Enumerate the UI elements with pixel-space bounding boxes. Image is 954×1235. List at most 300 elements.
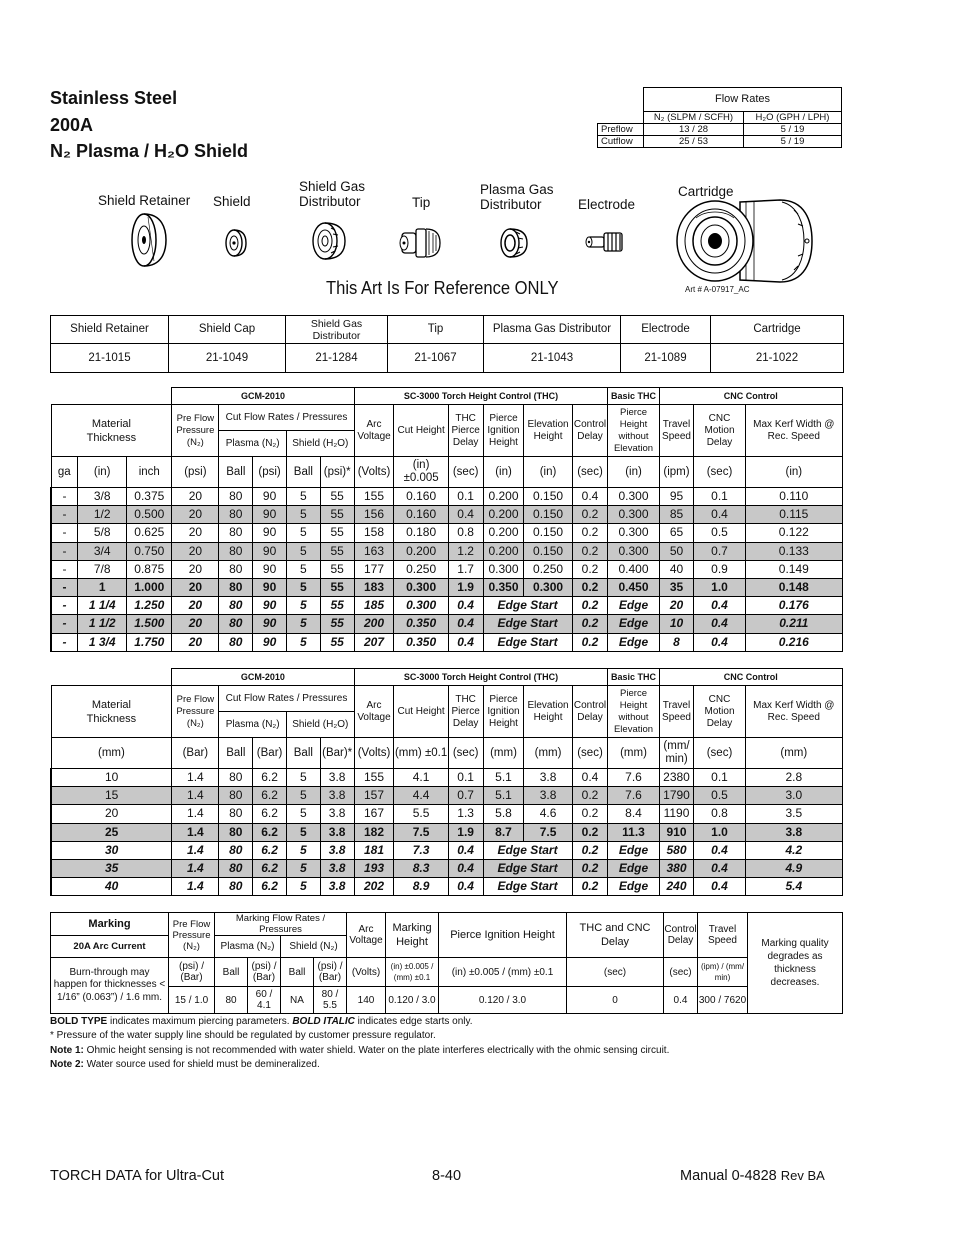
data-cell: 2.8 — [745, 769, 842, 787]
data-cell: 0.2 — [572, 597, 608, 615]
table-row — [51, 506, 843, 524]
data-cell: 0.2 — [572, 560, 608, 578]
data-cell: 0.1 — [694, 488, 745, 506]
data-cell: 3.8 — [320, 769, 354, 787]
data-cell: 0.300 — [608, 506, 659, 524]
data-cell: 0.5 — [694, 524, 745, 542]
data-cell: 5.8 — [483, 805, 524, 823]
material-thickness-header: Material Thickness — [51, 405, 172, 457]
data-cell: 0.1 — [448, 769, 483, 787]
data-cell: 6.2 — [253, 769, 287, 787]
data-cell: 0.4 — [694, 859, 745, 877]
data-cell: 0.250 — [524, 560, 572, 578]
data-cell: 0.350 — [394, 633, 448, 651]
pierce-height-header: Pierce Height without Elevation — [608, 405, 659, 457]
data-cell: 30 — [51, 841, 172, 859]
flow-cell: 13 / 28 — [644, 124, 744, 136]
data-cell: 156 — [354, 506, 394, 524]
note2-text: Water source used for shield must be demineralized. — [83, 1059, 320, 1071]
data-cell: 155 — [354, 769, 394, 787]
table-row — [51, 542, 843, 560]
legend-bold-text: indicates maximum piercing parameters. — [107, 1016, 293, 1027]
data-cell: 1190 — [659, 805, 694, 823]
data-cell: 5 — [286, 878, 320, 896]
data-cell: 1.9 — [448, 823, 483, 841]
data-cell: 155 — [354, 488, 394, 506]
data-cell: 1.4 — [172, 787, 219, 805]
data-cell: 202 — [354, 878, 394, 896]
data-cell: 55 — [320, 615, 354, 633]
thc-pierce-delay-header: THC Pierce Delay — [448, 405, 483, 457]
flow-row-label: Cutflow — [598, 136, 644, 148]
data-cell: 25 — [51, 823, 172, 841]
group-basic-thc: Basic THC — [608, 388, 659, 405]
data-cell: 1.750 — [127, 633, 172, 651]
marking-unit-cell: Ball — [281, 958, 314, 987]
data-cell: - — [51, 506, 78, 524]
cut-height-header: Cut Height — [394, 405, 448, 457]
data-cell: 5 — [286, 805, 320, 823]
unit-cell: (mm) — [524, 738, 572, 769]
marking-value-cell: 140 — [347, 987, 386, 1014]
table-row — [51, 597, 843, 615]
data-cell: 1 1/4 — [78, 597, 127, 615]
data-cell: 7/8 — [78, 560, 127, 578]
data-cell: 0.211 — [745, 615, 842, 633]
marking-unit-cell: (psi) / (Bar) — [169, 958, 215, 987]
arc-voltage-header: Arc Voltage — [354, 686, 394, 738]
marking-value-cell: 80 — [215, 987, 248, 1014]
data-cell: 0.4 — [448, 615, 483, 633]
data-cell: 177 — [354, 560, 394, 578]
data-cell: 0.200 — [483, 524, 524, 542]
edge-start-cell: Edge Start — [483, 859, 572, 877]
plasma-header: Plasma (N₂) — [219, 712, 287, 738]
revision: Rev BA — [780, 1168, 825, 1183]
data-cell: 80 — [219, 560, 253, 578]
preflow-header: Pre Flow Pressure (N₂) — [172, 405, 219, 457]
data-cell: 5.5 — [394, 805, 448, 823]
data-cell: 80 — [219, 597, 253, 615]
data-cell: 90 — [253, 542, 287, 560]
flow-rates-table — [597, 87, 842, 148]
title-gases: N₂ Plasma / H₂O Shield — [50, 141, 249, 161]
data-cell: 3.8 — [524, 769, 572, 787]
part-header: Shield Gas Distributor — [286, 316, 388, 344]
flow-col-n2: N₂ (SLPM / SCFH) — [644, 112, 744, 124]
data-cell: 55 — [320, 633, 354, 651]
edge-start-cell: Edge Start — [483, 633, 572, 651]
data-cell: 80 — [219, 805, 253, 823]
table-row — [51, 841, 843, 859]
data-cell: 1.7 — [448, 560, 483, 578]
marking-value-cell: 15 / 1.0 — [169, 987, 215, 1014]
part-number: 21-1089 — [621, 344, 711, 373]
data-cell: 1/2 — [78, 506, 127, 524]
elevation-height-header: Elevation Height — [524, 686, 572, 738]
part-number: 21-1284 — [286, 344, 388, 373]
data-cell: 4.4 — [394, 787, 448, 805]
group-cnc: CNC Control — [659, 669, 842, 686]
edge-start-cell: Edge Start — [483, 615, 572, 633]
table-row — [51, 769, 843, 787]
data-cell: - — [51, 524, 78, 542]
data-cell: 0.4 — [694, 597, 745, 615]
label-cartridge: Cartridge — [678, 184, 734, 199]
page-number: 8-40 — [432, 1168, 462, 1184]
marking-unit-cell: (in) ±0.005 / (mm) ±0.1 — [439, 958, 567, 987]
data-cell: 90 — [253, 560, 287, 578]
label-tip: Tip — [412, 195, 431, 210]
data-cell: 1.250 — [127, 597, 172, 615]
data-cell: 55 — [320, 560, 354, 578]
data-cell: 157 — [354, 787, 394, 805]
unit-cell: (psi)* — [320, 457, 354, 488]
part-header: Shield Retainer — [51, 316, 169, 344]
data-cell: 4.6 — [524, 805, 572, 823]
unit-cell: (mm) — [608, 738, 659, 769]
unit-cell: (mm) — [745, 738, 842, 769]
data-cell: 80 — [219, 769, 253, 787]
data-cell: 7.5 — [394, 823, 448, 841]
cartridge-image — [670, 196, 815, 286]
marking-value-cell: NA — [281, 987, 314, 1014]
marking-unit-cell: Ball — [215, 958, 248, 987]
max-kerf-header: Max Kerf Width @ Rec. Speed — [745, 405, 842, 457]
data-cell: 0.9 — [694, 560, 745, 578]
data-cell: 6.2 — [253, 841, 287, 859]
thc-pierce-delay-header: THC Pierce Delay — [448, 686, 483, 738]
unit-cell: (ipm) — [659, 457, 694, 488]
data-cell: 55 — [320, 506, 354, 524]
data-cell: 0.2 — [572, 578, 608, 596]
unit-cell: (in) ±0.005 — [394, 457, 448, 488]
data-cell: 0.122 — [745, 524, 842, 542]
data-cell: 0.150 — [524, 506, 572, 524]
legend-bold-italic-text: indicates edge starts only. — [354, 1016, 473, 1027]
tip-image — [398, 225, 442, 261]
data-cell: 35 — [51, 859, 172, 877]
data-cell: 3.5 — [745, 805, 842, 823]
data-cell: 5 — [286, 823, 320, 841]
data-cell: 0.8 — [448, 524, 483, 542]
data-cell: 80 — [219, 859, 253, 877]
data-cell: 7.3 — [394, 841, 448, 859]
data-cell: 0.115 — [745, 506, 842, 524]
shield-header: Shield (H₂O) — [286, 712, 354, 738]
data-cell: 240 — [659, 878, 694, 896]
data-cell: 5 — [286, 787, 320, 805]
data-cell: - — [51, 578, 78, 596]
data-cell: 0.150 — [524, 542, 572, 560]
part-numbers-table — [50, 315, 844, 373]
data-cell: - — [51, 560, 78, 578]
marking-title: Marking — [51, 913, 169, 936]
table-row — [51, 633, 843, 651]
marking-delay-header: THC and CNC Delay — [567, 913, 664, 958]
note2-label: Note 2: — [50, 1059, 84, 1071]
data-cell: 1.4 — [172, 859, 219, 877]
unit-cell: (in) — [745, 457, 842, 488]
label-electrode: Electrode — [578, 197, 636, 212]
data-cell: 0.7 — [448, 787, 483, 805]
unit-cell: (mm) — [483, 738, 524, 769]
data-cell: 1.9 — [448, 578, 483, 596]
data-cell: 0.2 — [572, 524, 608, 542]
data-cell: 0.2 — [572, 542, 608, 560]
pressure-note: * Pressure of the water supply line should be regulated by customer pressure regulator. — [50, 1030, 436, 1042]
table-row — [51, 823, 843, 841]
data-cell: 158 — [354, 524, 394, 542]
art-number: Art # A-07917_AC — [685, 285, 750, 294]
data-cell: - — [51, 597, 78, 615]
data-cell: 0.500 — [127, 506, 172, 524]
marking-travel-speed-header: Travel Speed — [698, 913, 748, 958]
unit-cell: (sec) — [694, 457, 745, 488]
data-cell: 6.2 — [253, 787, 287, 805]
data-cell: 0.250 — [394, 560, 448, 578]
unit-cell: (in) — [483, 457, 524, 488]
data-cell: 0.375 — [127, 488, 172, 506]
data-cell: 4.2 — [745, 841, 842, 859]
data-cell: 0.2 — [572, 859, 608, 877]
edge-start-cell: Edge Start — [483, 878, 572, 896]
data-cell: 20 — [172, 578, 219, 596]
data-cell: - — [51, 633, 78, 651]
part-number: 21-1049 — [169, 344, 286, 373]
marking-unit-cell: (psi) / (Bar) — [314, 958, 347, 987]
data-cell: 80 — [219, 488, 253, 506]
data-cell: 5.4 — [745, 878, 842, 896]
data-cell: 0.4 — [694, 633, 745, 651]
data-cell: 910 — [659, 823, 694, 841]
marking-unit-cell: (ipm) / (mm/ min) — [698, 958, 748, 987]
data-cell: 207 — [354, 633, 394, 651]
data-cell: 1790 — [659, 787, 694, 805]
footer-title: TORCH DATA for Ultra-Cut — [50, 1168, 225, 1184]
data-cell: 20 — [172, 597, 219, 615]
data-cell: 0.4 — [448, 878, 483, 896]
unit-cell: (mm) ±0.1 — [394, 738, 448, 769]
control-delay-header: Control Delay — [572, 405, 608, 457]
data-cell: 0.2 — [572, 787, 608, 805]
data-cell: 0.110 — [745, 488, 842, 506]
data-cell: 4.9 — [745, 859, 842, 877]
manual-number: Manual 0-4828 — [680, 1168, 781, 1184]
data-cell: 3.0 — [745, 787, 842, 805]
data-cell: 0.1 — [694, 769, 745, 787]
data-cell: 80 — [219, 633, 253, 651]
data-cell: 181 — [354, 841, 394, 859]
data-cell: 6.2 — [253, 878, 287, 896]
data-cell: 55 — [320, 488, 354, 506]
legend-bold-label: BOLD TYPE — [50, 1016, 108, 1027]
data-cell: 1.0 — [694, 578, 745, 596]
unit-cell: (Volts) — [354, 457, 394, 488]
data-cell: 20 — [51, 805, 172, 823]
data-cell: 3.8 — [745, 823, 842, 841]
data-cell: - — [51, 615, 78, 633]
data-cell: 0.2 — [572, 633, 608, 651]
note1-text: Ohmic height sensing is not recommended with water shield. Water on the plate interferes electrically with the ohmic sensing circuit. — [83, 1044, 670, 1056]
legend-bold-italic-label: BOLD ITALIC — [292, 1016, 355, 1027]
data-cell: 3/8 — [78, 488, 127, 506]
data-cell: 200 — [354, 615, 394, 633]
unit-cell: (in) — [78, 457, 127, 488]
unit-cell: (Bar) — [253, 738, 287, 769]
data-cell: 4.1 — [394, 769, 448, 787]
data-cell: 0.160 — [394, 488, 448, 506]
shield-retainer-image — [128, 211, 168, 269]
data-cell: 85 — [659, 506, 694, 524]
data-cell: 1.3 — [448, 805, 483, 823]
data-cell: 80 — [219, 524, 253, 542]
elevation-height-header: Elevation Height — [524, 405, 572, 457]
data-cell: 3/4 — [78, 542, 127, 560]
edge-start-cell: Edge Start — [483, 841, 572, 859]
label-plasma-gas-distributor: Plasma Gas Distributor — [480, 182, 554, 212]
unit-cell: (sec) — [448, 738, 483, 769]
data-cell: 0.300 — [394, 578, 448, 596]
notes — [50, 1015, 669, 1073]
data-cell: 80 — [219, 542, 253, 560]
marking-unit-cell: (sec) — [567, 958, 664, 987]
data-cell: 8 — [659, 633, 694, 651]
data-cell: 10 — [51, 769, 172, 787]
marking-flow-header: Marking Flow Rates / Pressures — [215, 913, 347, 936]
marking-plasma-header: Plasma (N₂) — [215, 936, 281, 958]
unit-cell: Ball — [219, 457, 253, 488]
marking-unit-cell: (psi) / (Bar) — [248, 958, 281, 987]
group-gcm: GCM-2010 — [172, 669, 354, 686]
data-cell: 5 — [286, 859, 320, 877]
unit-cell: Ball — [286, 738, 320, 769]
data-cell: 11.3 — [608, 823, 659, 841]
table-row — [51, 578, 843, 596]
data-cell: 0.4 — [694, 878, 745, 896]
marking-value-cell: 80 / 5.5 — [314, 987, 347, 1014]
unit-cell: (sec) — [694, 738, 745, 769]
part-number: 21-1015 — [51, 344, 169, 373]
data-cell: 5 — [286, 615, 320, 633]
data-cell: 3.8 — [320, 859, 354, 877]
unit-cell: (mm) — [51, 738, 172, 769]
material-thickness-header: Material Thickness — [51, 686, 172, 738]
data-cell: 0.149 — [745, 560, 842, 578]
data-cell: 0.133 — [745, 542, 842, 560]
data-cell: Edge — [608, 878, 659, 896]
data-cell: 5 — [286, 841, 320, 859]
data-cell: 90 — [253, 633, 287, 651]
data-cell: 1.2 — [448, 542, 483, 560]
data-cell: 0.160 — [394, 506, 448, 524]
marking-value-cell: 300 / 7620 — [698, 987, 748, 1014]
electrode-image — [584, 229, 628, 255]
data-cell: 0.4 — [448, 859, 483, 877]
data-cell: 0.2 — [572, 878, 608, 896]
data-cell: 0.300 — [524, 578, 572, 596]
data-cell: 5 — [286, 542, 320, 560]
data-cell: 167 — [354, 805, 394, 823]
part-number: 21-1022 — [711, 344, 844, 373]
data-cell: 0.350 — [483, 578, 524, 596]
data-cell: 0.2 — [572, 823, 608, 841]
marking-height-header: Marking Height — [386, 913, 439, 958]
unit-cell: ga — [51, 457, 78, 488]
pierce-ignition-height-header: Pierce Ignition Height — [483, 405, 524, 457]
travel-speed-header: Travel Speed — [659, 405, 694, 457]
data-cell: 1 — [78, 578, 127, 596]
shield-header: Shield (H₂O) — [286, 431, 354, 457]
data-cell: 5 — [286, 488, 320, 506]
data-cell: 20 — [659, 597, 694, 615]
unit-cell: (psi) — [253, 457, 287, 488]
data-cell: 1 3/4 — [78, 633, 127, 651]
cutflow-header: Cut Flow Rates / Pressures — [219, 405, 354, 431]
plasma-gas-distributor-image — [497, 226, 531, 260]
data-cell: 20 — [172, 560, 219, 578]
data-cell: 0.450 — [608, 578, 659, 596]
data-cell: 0.625 — [127, 524, 172, 542]
unit-cell: (in) — [524, 457, 572, 488]
data-cell: 1.500 — [127, 615, 172, 633]
data-cell: 7.6 — [608, 787, 659, 805]
data-cell: 5/8 — [78, 524, 127, 542]
table-row — [51, 787, 843, 805]
data-cell: 0.4 — [572, 488, 608, 506]
pierce-height-header: Pierce Height without Elevation — [608, 686, 659, 738]
unit-cell: (Volts) — [354, 738, 394, 769]
data-cell: 1.4 — [172, 805, 219, 823]
data-cell: 183 — [354, 578, 394, 596]
data-cell: 3.8 — [320, 787, 354, 805]
data-cell: 0.4 — [448, 633, 483, 651]
marking-pierce-height-header: Pierce Ignition Height — [439, 913, 567, 958]
data-cell: 3.8 — [524, 787, 572, 805]
data-cell: 0.200 — [483, 506, 524, 524]
group-cnc: CNC Control — [659, 388, 842, 405]
unit-cell: (psi) — [172, 457, 219, 488]
data-cell: 8.4 — [608, 805, 659, 823]
data-cell: 20 — [172, 542, 219, 560]
group-sc3000: SC-3000 Torch Height Control (THC) — [354, 669, 608, 686]
part-header: Plasma Gas Distributor — [484, 316, 621, 344]
data-cell: 0.8 — [694, 805, 745, 823]
max-kerf-header: Max Kerf Width @ Rec. Speed — [745, 686, 842, 738]
preflow-header: Pre Flow Pressure (N₂) — [172, 686, 219, 738]
data-cell: 163 — [354, 542, 394, 560]
data-cell: 5 — [286, 769, 320, 787]
data-cell: 8.9 — [394, 878, 448, 896]
data-cell: 80 — [219, 506, 253, 524]
data-cell: 5 — [286, 524, 320, 542]
cut-height-header: Cut Height — [394, 686, 448, 738]
marking-current: 20A Arc Current — [51, 936, 169, 958]
data-cell: Edge — [608, 859, 659, 877]
data-cell: 580 — [659, 841, 694, 859]
data-cell: 0.875 — [127, 560, 172, 578]
part-number: 21-1067 — [388, 344, 484, 373]
data-cell: 0.300 — [608, 524, 659, 542]
table-row — [51, 488, 843, 506]
data-cell: 0.176 — [745, 597, 842, 615]
data-cell: 55 — [320, 578, 354, 596]
marking-burn-note: Burn-through may happen for thicknesses < 1/16” (0.063”) / 1.6 mm. — [51, 958, 169, 1014]
data-cell: 0.5 — [694, 787, 745, 805]
data-cell: 0.7 — [694, 542, 745, 560]
data-cell: 15 — [51, 787, 172, 805]
data-cell: 1.4 — [172, 823, 219, 841]
